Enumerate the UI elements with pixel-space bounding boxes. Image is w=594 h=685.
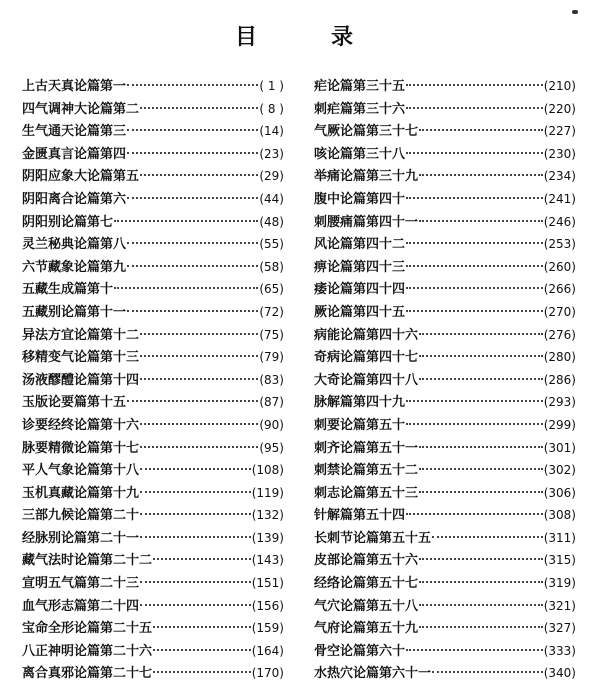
dot-leader <box>127 400 258 402</box>
page-number: (301) <box>543 440 576 455</box>
chapter-title: 骨空论篇第六十 <box>314 643 406 659</box>
page-number: (210) <box>543 79 576 93</box>
page-number: (306) <box>543 485 576 500</box>
page-number: (246) <box>543 214 576 229</box>
chapter-title: 玉机真藏论篇第十九 <box>22 485 140 501</box>
dot-leader <box>406 265 543 267</box>
dot-leader <box>140 355 258 357</box>
page-number: ( 1 ) <box>259 79 284 93</box>
toc-entry[interactable] <box>22 572 284 595</box>
toc-entry[interactable] <box>314 98 576 121</box>
toc-entry[interactable] <box>314 504 576 527</box>
dot-leader <box>406 649 543 651</box>
chapter-title: 生气通天论篇第三 <box>22 124 127 140</box>
page-number: (44) <box>259 191 284 206</box>
page-number: (234) <box>543 169 576 184</box>
dot-leader <box>419 355 543 357</box>
page-number: (333) <box>543 643 576 658</box>
toc-entry[interactable] <box>22 482 284 505</box>
dot-leader <box>114 287 258 289</box>
dot-leader <box>140 581 251 583</box>
toc-entry[interactable] <box>314 459 576 482</box>
toc-entry[interactable] <box>314 278 576 301</box>
page-number: (230) <box>543 146 576 161</box>
page-number: (83) <box>259 372 284 387</box>
page-number: (270) <box>543 304 576 319</box>
chapter-title: 上古天真论篇第一 <box>22 79 127 94</box>
toc-entry[interactable] <box>22 391 284 414</box>
page-number: (55) <box>259 237 284 252</box>
page-number: (90) <box>259 417 284 432</box>
page-number: (286) <box>543 372 576 387</box>
chapter-title: 刺腰痛篇第四十一 <box>314 214 419 230</box>
dot-leader <box>419 581 543 583</box>
page-title: 目 录 <box>234 24 379 50</box>
page-number: (315) <box>543 553 576 568</box>
dot-leader <box>419 174 543 176</box>
page-number: (321) <box>543 598 576 613</box>
dot-leader <box>140 468 251 470</box>
toc-entry[interactable] <box>314 143 576 166</box>
toc-entry[interactable] <box>314 346 576 369</box>
page-number: (48) <box>259 214 284 229</box>
dot-leader <box>406 197 543 199</box>
chapter-title: 气府论篇第五十九 <box>314 621 419 637</box>
toc-entry[interactable] <box>314 662 576 685</box>
dot-leader <box>406 242 543 244</box>
toc-entry[interactable] <box>22 346 284 369</box>
page-number: (266) <box>543 282 576 297</box>
page-number: (327) <box>543 621 576 636</box>
chapter-title: 刺要论篇第五十 <box>314 417 406 433</box>
page-number: (72) <box>259 304 284 319</box>
dot-leader <box>419 446 543 448</box>
toc-entry[interactable] <box>22 595 284 618</box>
page-number: (143) <box>251 553 284 568</box>
toc-entry[interactable] <box>314 617 576 640</box>
chapter-title: 经脉别论篇第二十一 <box>22 530 140 546</box>
page-number: (299) <box>543 417 576 432</box>
dot-leader <box>140 333 258 335</box>
dot-leader <box>127 242 258 244</box>
toc-entry[interactable] <box>22 301 284 324</box>
page-number: (23) <box>259 146 284 161</box>
dot-leader <box>114 220 258 222</box>
chapter-title: 阴阳别论篇第七 <box>22 214 114 230</box>
chapter-title: 五藏别论篇第十一 <box>22 304 127 320</box>
toc-entry[interactable] <box>22 256 284 279</box>
dot-leader <box>127 265 258 267</box>
chapter-title: 痿论篇第四十四 <box>314 282 406 298</box>
chapter-title: 宝命全形论篇第二十五 <box>22 621 153 637</box>
toc-entry[interactable] <box>314 391 576 414</box>
page-number: (79) <box>259 350 284 365</box>
toc-entry[interactable] <box>22 165 284 188</box>
dot-leader <box>127 129 258 131</box>
dot-leader <box>127 197 258 199</box>
toc-entry[interactable] <box>22 504 284 527</box>
dot-leader <box>140 604 251 606</box>
chapter-title: 刺志论篇第五十三 <box>314 485 419 501</box>
toc-entry[interactable] <box>314 549 576 572</box>
toc-entry[interactable] <box>22 143 284 166</box>
dot-leader <box>153 671 251 673</box>
toc-entry[interactable] <box>314 527 576 550</box>
chapter-title: 经络论篇第五十七 <box>314 576 419 592</box>
toc-entry[interactable] <box>22 278 284 301</box>
dot-leader <box>419 333 543 335</box>
page-number: (260) <box>543 259 576 274</box>
chapter-title: 水热穴论篇第六十一 <box>314 666 432 682</box>
chapter-title: 脉要精微论篇第十七 <box>22 440 140 456</box>
page-number: (159) <box>251 621 284 636</box>
toc-entry[interactable] <box>314 324 576 347</box>
chapter-title: 奇病论篇第四十七 <box>314 350 419 366</box>
dot-leader <box>419 604 543 606</box>
toc-entry[interactable] <box>22 617 284 640</box>
chapter-title: 玉版论要篇第十五 <box>22 395 127 411</box>
chapter-title: 大奇论篇第四十八 <box>314 372 419 388</box>
toc-column-right <box>314 75 576 685</box>
page-number: (308) <box>543 508 576 523</box>
page-number: (119) <box>251 485 284 500</box>
dot-leader <box>419 220 543 222</box>
page-number: (170) <box>251 666 284 681</box>
toc-entry[interactable] <box>22 459 284 482</box>
toc-entry[interactable] <box>22 324 284 347</box>
chapter-title: 五藏生成篇第十 <box>22 282 114 298</box>
dot-leader <box>419 626 543 628</box>
dot-leader <box>406 152 543 154</box>
chapter-title: 咳论篇第三十八 <box>314 146 406 162</box>
toc-entry[interactable] <box>314 256 576 279</box>
chapter-title: 气厥论篇第三十七 <box>314 124 419 140</box>
dot-leader <box>406 423 543 425</box>
toc-entry[interactable] <box>314 482 576 505</box>
chapter-title: 四气调神大论篇第二 <box>22 101 140 117</box>
page-number: (164) <box>251 643 284 658</box>
toc-entry[interactable] <box>314 301 576 324</box>
toc-entry[interactable] <box>314 75 576 98</box>
chapter-title: 刺疟篇第三十六 <box>314 101 406 117</box>
page-number: ( 8 ) <box>259 101 284 116</box>
page-number: (139) <box>251 530 284 545</box>
chapter-title: 举痛论篇第三十九 <box>314 169 419 185</box>
toc-entry[interactable] <box>314 165 576 188</box>
toc-entry[interactable] <box>314 188 576 211</box>
chapter-title: 厥论篇第四十五 <box>314 304 406 320</box>
chapter-title: 灵兰秘典论篇第八 <box>22 237 127 253</box>
chapter-title: 金匮真言论篇第四 <box>22 146 127 162</box>
dot-leader <box>140 174 258 176</box>
dot-leader <box>406 287 543 289</box>
chapter-title: 诊要经终论篇第十六 <box>22 417 140 433</box>
chapter-title: 针解篇第五十四 <box>314 508 406 524</box>
toc-entry[interactable] <box>314 233 576 256</box>
dot-leader <box>406 400 543 402</box>
toc-entry[interactable] <box>22 188 284 211</box>
page-number: (132) <box>251 508 284 523</box>
toc-entry[interactable] <box>314 640 576 663</box>
toc-entry[interactable] <box>22 662 284 685</box>
toc-entry[interactable] <box>22 640 284 663</box>
toc-entry[interactable] <box>314 572 576 595</box>
dot-leader <box>432 671 543 673</box>
chapter-title: 异法方宜论篇第十二 <box>22 327 140 343</box>
dot-leader <box>419 378 543 380</box>
chapter-title: 三部九候论篇第二十 <box>22 508 140 524</box>
toc-entry[interactable] <box>22 437 284 460</box>
chapter-title: 宣明五气篇第二十三 <box>22 576 140 592</box>
page-number: (87) <box>259 395 284 410</box>
dot-leader <box>140 378 258 380</box>
dot-leader <box>406 107 543 109</box>
chapter-title: 六节藏象论篇第九 <box>22 259 127 275</box>
dot-leader <box>140 513 251 515</box>
toc-entry[interactable] <box>22 211 284 234</box>
dot-leader <box>406 513 543 515</box>
chapter-title: 腹中论篇第四十 <box>314 191 406 207</box>
chapter-title: 平人气象论篇第十八 <box>22 463 140 479</box>
toc-entry[interactable] <box>22 98 284 121</box>
chapter-title: 阴阳离合论篇第六 <box>22 191 127 207</box>
dot-leader <box>153 626 251 628</box>
page-number: (65) <box>259 282 284 297</box>
dot-leader <box>127 84 258 86</box>
dot-leader <box>140 107 258 109</box>
scan-mark <box>572 10 578 14</box>
page-number: (108) <box>251 463 284 478</box>
chapter-title: 脉解篇第四十九 <box>314 395 406 411</box>
dot-leader <box>419 491 543 493</box>
page-number: (311) <box>543 530 576 545</box>
dot-leader <box>432 536 543 538</box>
chapter-title: 病能论篇第四十六 <box>314 327 419 343</box>
page-number: (253) <box>543 237 576 252</box>
toc-entry[interactable] <box>314 437 576 460</box>
toc-column-left <box>22 75 284 685</box>
toc-entry[interactable] <box>22 233 284 256</box>
chapter-title: 阴阳应象大论篇第五 <box>22 169 140 185</box>
page-number: (241) <box>543 191 576 206</box>
page-number: (319) <box>543 576 576 591</box>
dot-leader <box>419 129 543 131</box>
chapter-title: 刺齐论篇第五十一 <box>314 440 419 456</box>
page-number: (58) <box>259 259 284 274</box>
page-number: (302) <box>543 463 576 478</box>
toc-entry[interactable] <box>314 595 576 618</box>
dot-leader <box>127 152 258 154</box>
page-number: (29) <box>259 169 284 184</box>
chapter-title: 八正神明论篇第二十六 <box>22 643 153 659</box>
page-number: (340) <box>543 666 576 681</box>
toc-entry[interactable] <box>314 120 576 143</box>
toc-entry[interactable] <box>22 549 284 572</box>
dot-leader <box>419 558 543 560</box>
chapter-title: 移精变气论篇第十三 <box>22 350 140 366</box>
toc-entry[interactable] <box>22 527 284 550</box>
toc-entry[interactable] <box>22 120 284 143</box>
page-number: (151) <box>251 576 284 591</box>
chapter-title: 刺禁论篇第五十二 <box>314 463 419 479</box>
dot-leader <box>140 491 251 493</box>
chapter-title: 藏气法时论篇第二十二 <box>22 553 153 569</box>
dot-leader <box>406 310 543 312</box>
chapter-title: 皮部论篇第五十六 <box>314 553 419 569</box>
chapter-title: 风论篇第四十二 <box>314 237 406 253</box>
dot-leader <box>140 536 251 538</box>
page-number: (293) <box>543 395 576 410</box>
dot-leader <box>140 446 258 448</box>
page-number: (95) <box>259 440 284 455</box>
chapter-title: 气穴论篇第五十八 <box>314 598 419 614</box>
toc-entry[interactable] <box>314 211 576 234</box>
chapter-title: 长刺节论篇第五十五 <box>314 530 432 546</box>
page-number: (276) <box>543 327 576 342</box>
chapter-title: 疟论篇第三十五 <box>314 79 406 94</box>
toc-entry[interactable] <box>314 369 576 392</box>
dot-leader <box>419 468 543 470</box>
dot-leader <box>127 310 258 312</box>
page-number: (156) <box>251 598 284 613</box>
dot-leader <box>140 423 258 425</box>
dot-leader <box>406 84 543 86</box>
dot-leader <box>153 649 251 651</box>
chapter-title: 血气形志篇第二十四 <box>22 598 140 614</box>
page-number: (75) <box>259 327 284 342</box>
chapter-title: 痹论篇第四十三 <box>314 259 406 275</box>
page-number: (227) <box>543 124 576 139</box>
toc-entry[interactable] <box>22 369 284 392</box>
toc-entry[interactable] <box>314 414 576 437</box>
toc-entry[interactable] <box>22 414 284 437</box>
page-number: (14) <box>259 124 284 139</box>
page-number: (220) <box>543 101 576 116</box>
dot-leader <box>153 558 251 560</box>
chapter-title: 汤液醪醴论篇第十四 <box>22 372 140 388</box>
page-number: (280) <box>543 350 576 365</box>
toc-entry[interactable] <box>22 75 284 98</box>
chapter-title: 离合真邪论篇第二十七 <box>22 666 153 682</box>
